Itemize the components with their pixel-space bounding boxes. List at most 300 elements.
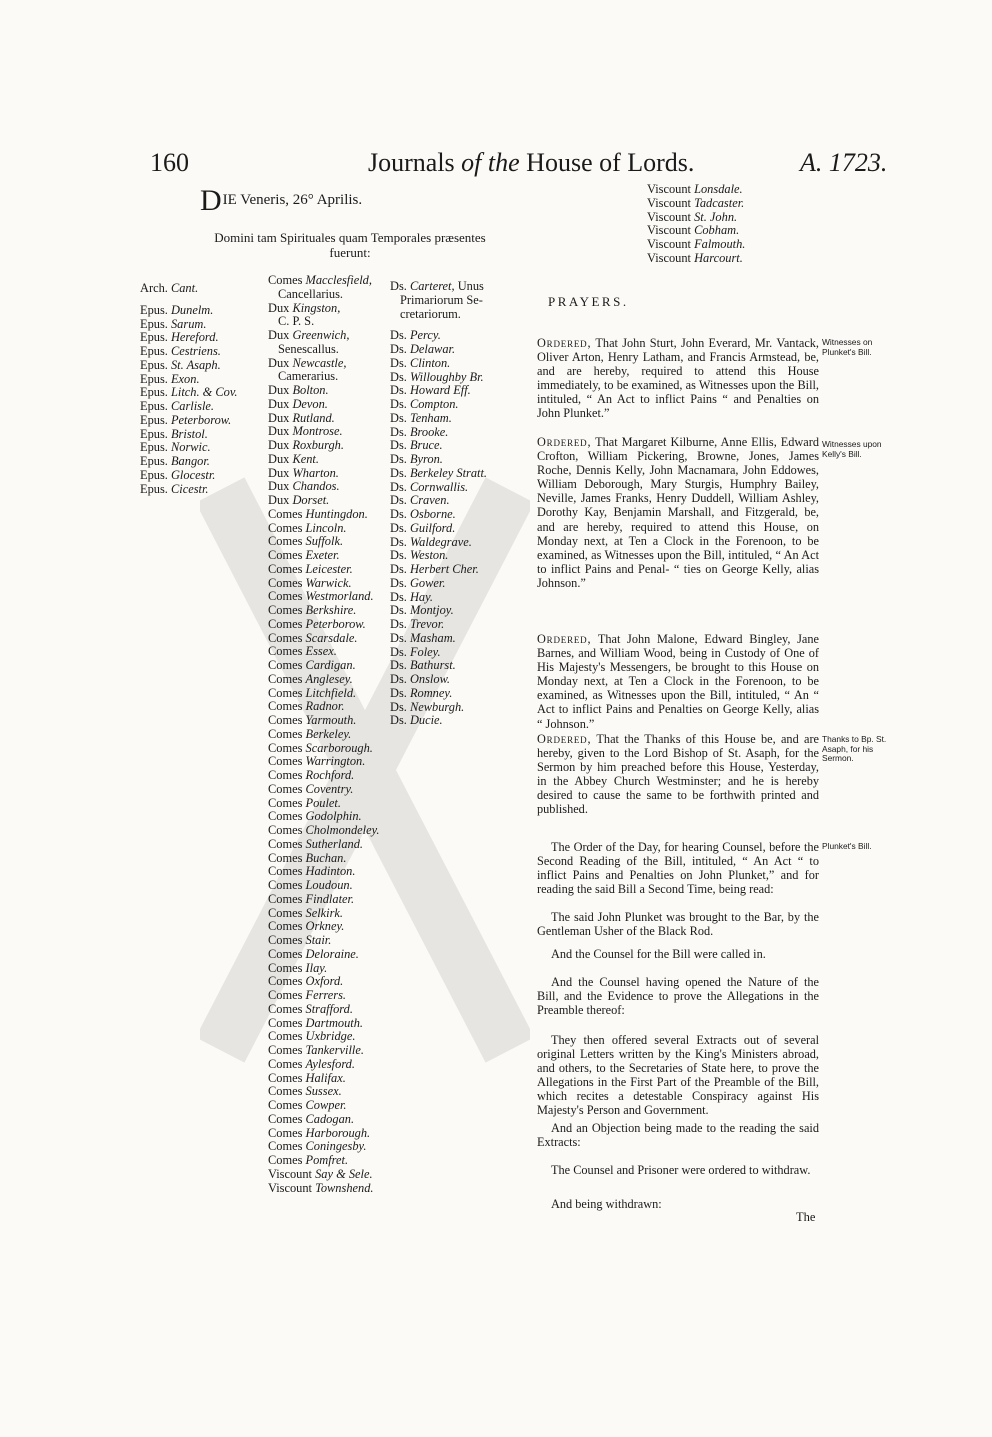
- entry-name: Percy.: [409, 328, 441, 343]
- entry-name: Yarmouth.: [305, 713, 357, 727]
- proceeding-paragraph: And an Objection being made to the reading the said Extracts:: [537, 1121, 819, 1150]
- entry-name: Buchan.: [305, 850, 347, 865]
- order-paragraph: Ordered, That John Sturt, John Everard, Mr. Vantack, Oliver Arton, Henry Latham, and Francis Armstead, be, and are hereby, required to attend this House immediately, to be examined, as Witnesses upon the Bill, intituled, “ An Act to inflict Pains “ and Penalties on John Plunket.”: [537, 336, 819, 421]
- attendance-entry: [390, 563, 487, 577]
- entry-title: Comes: [268, 960, 306, 975]
- attendance-entry: [268, 1003, 380, 1017]
- entry-name: Cant.: [170, 281, 199, 295]
- entry-name: Hereford.: [170, 330, 219, 345]
- attendance-entry: [268, 549, 380, 563]
- entry-title: Comes: [268, 1029, 306, 1044]
- entry-title: Ds.: [390, 589, 410, 604]
- entry-title: Epus.: [140, 412, 171, 427]
- entry-name: Townshend.: [315, 1180, 374, 1195]
- attendance-entry: [140, 428, 238, 442]
- entry-name: Dorset.: [292, 493, 330, 507]
- attendance-entry: [268, 480, 380, 494]
- entry-name: Exeter.: [305, 548, 340, 562]
- entry-name: Tadcaster.: [694, 195, 745, 210]
- entry-title: Viscount: [647, 250, 695, 265]
- entry-name: Hay.: [409, 589, 434, 604]
- attendance-entry: [268, 577, 380, 591]
- attendance-entry: [268, 412, 380, 426]
- attendance-entry: [390, 591, 487, 605]
- proceeding-paragraph: The Counsel and Prisoner were ordered to withdraw.: [551, 1163, 811, 1177]
- entry-name: Lincoln.: [305, 520, 347, 535]
- attendance-entry: [390, 577, 487, 591]
- entry-title: Comes: [268, 740, 306, 755]
- entry-name: Halifax.: [305, 1070, 346, 1085]
- entry-name: Kent.: [292, 451, 319, 466]
- entry-title: Comes: [268, 850, 306, 865]
- attendance-entry: [268, 742, 380, 756]
- entry-title: Ds.: [390, 479, 410, 494]
- entry-name: Clinton.: [409, 355, 451, 370]
- proceeding-paragraph: The Order of the Day, for hearing Counsel, before the Second Reading of the Bill, intituled, “ An Act “ to inflict Pains and Penalties on John Plunket,” and for reading the said Bill a Second Time, being read:: [537, 840, 819, 897]
- entry-name: Deloraine.: [305, 946, 359, 961]
- entry-title: Comes: [268, 933, 306, 947]
- entry-name: Bristol.: [170, 426, 208, 441]
- proceeding-paragraph: And being withdrawn:: [551, 1197, 662, 1211]
- proceeding-paragraph: The said John Plunket was brought to the Bar, by the Gentleman Usher of the Black Rod.: [537, 910, 819, 939]
- attendance-entry: [140, 304, 238, 318]
- margin-note: Witnesses upon Kelly's Bill.: [822, 439, 882, 459]
- entry-title: Ds.: [390, 520, 410, 535]
- entry-title: Comes: [268, 658, 306, 672]
- entry-title: Comes: [268, 864, 306, 879]
- attendance-column-peers: [268, 274, 380, 1195]
- entry-name: Trevor.: [409, 617, 445, 631]
- attendance-entry: [390, 673, 487, 687]
- entry-title: Senescallus.: [278, 341, 339, 356]
- entry-name: Chandos.: [292, 479, 340, 494]
- entry-title: Dux: [268, 451, 293, 466]
- entry-title: Epus.: [140, 371, 171, 386]
- entry-title: Primariorum Se-: [400, 292, 483, 307]
- order-paragraph: Ordered, That Margaret Kilburne, Anne Ellis, Edward Crofton, William Pickering, Browne, Jones, James Roche, Dennis Kelly, John Macnamara, John Eddowes, William Deborough, Mary Sturgis, Humphry Bailey, Neville, James Franks, Henry Duddell, William Ashley, Dorothy Kay, Benjamin Marshall, and Fitzgerald, be, and are hereby, required to attend this House, on Monday next, at Ten a Clock in the Forenoon, to be examined, as Witnesses upon the Bill, intituled, “ An Act to inflict Pains and Penal- “ ties on George Kelly, alias Johnson.”: [537, 435, 819, 590]
- attendance-entry: [268, 563, 380, 577]
- entry-name: Falmouth.: [694, 237, 746, 251]
- entry-name: Craven.: [409, 493, 450, 508]
- entry-title: Comes: [268, 891, 306, 906]
- attendance-entry: [390, 659, 487, 673]
- entry-name: Huntingdon.: [305, 506, 368, 521]
- attendance-entry: [268, 1127, 380, 1141]
- entry-name: Orkney.: [305, 919, 345, 934]
- entry-title: Comes: [268, 974, 306, 989]
- entry-name: Scarborough.: [305, 740, 373, 755]
- entry-name: Glocestr.: [170, 467, 216, 482]
- attendance-entry: [268, 893, 380, 907]
- attendance-entry: [140, 359, 238, 373]
- entry-name: Radnor.: [305, 699, 345, 714]
- attendance-entry: [390, 618, 487, 632]
- entry-name: Osborne.: [409, 507, 456, 521]
- entry-title: Viscount: [268, 1180, 316, 1195]
- entry-title: Comes: [268, 548, 306, 562]
- attendance-column-bishops: [140, 282, 238, 496]
- entry-name: Uxbridge.: [305, 1029, 356, 1044]
- entry-title: Epus.: [140, 344, 171, 358]
- entry-title: Comes: [268, 1111, 306, 1126]
- entry-title: Comes: [268, 781, 306, 796]
- attendance-entry: [268, 508, 380, 522]
- attendance-entry: [268, 1017, 380, 1031]
- attendance-entry: [268, 920, 380, 934]
- attendance-entry: [390, 522, 487, 536]
- attendance-entry: [268, 1072, 380, 1086]
- attendance-entry: [140, 483, 238, 497]
- entry-name: Sussex.: [305, 1084, 342, 1099]
- entry-title: Ds.: [390, 575, 410, 590]
- attendance-entry: [268, 343, 380, 357]
- entry-name: Ferrers.: [305, 988, 347, 1002]
- prayers-heading: PRAYERS.: [548, 294, 629, 309]
- attendance-entry: [268, 1168, 380, 1182]
- entry-title: Viscount: [647, 223, 695, 238]
- entry-title: Ds.: [390, 548, 410, 563]
- entry-name: Compton.: [409, 397, 459, 411]
- entry-title: Dux: [268, 438, 293, 452]
- entry-title: Comes: [268, 905, 306, 920]
- attendance-entry: [268, 590, 380, 604]
- entry-name: Romney.: [409, 685, 453, 700]
- entry-name: Foley.: [409, 644, 441, 659]
- entry-name: Cobham.: [694, 223, 740, 238]
- entry-title: Viscount: [647, 182, 695, 196]
- entry-name: Loudoun.: [305, 878, 353, 892]
- entry-title: Comes: [268, 988, 306, 1002]
- entry-title: Ds.: [390, 397, 410, 411]
- margin-note: Thanks to Bp. St. Asaph, for his Sermon.: [822, 734, 887, 763]
- entry-name: Roxburgh.: [292, 438, 344, 452]
- entry-name: Rochford.: [305, 768, 355, 782]
- attendance-entry: [390, 549, 487, 563]
- entry-name: Ducie.: [409, 713, 443, 728]
- entry-name: Montjoy.: [409, 603, 454, 618]
- entry-name: Rutland.: [292, 410, 335, 425]
- entry-title: Epus.: [140, 454, 171, 468]
- entry-name: Onslow.: [409, 672, 451, 686]
- entry-name: Cornwallis.: [409, 479, 469, 494]
- date-line: DIE Veneris, 26° Aprilis.: [200, 184, 363, 217]
- attendance-entry: [268, 632, 380, 646]
- attendance-entry: [268, 700, 380, 714]
- attendance-entry: [268, 645, 380, 659]
- margin-note: Witnesses on Plunket's Bill.: [822, 337, 873, 357]
- entry-name: Litchfield.: [305, 685, 357, 700]
- attendance-entry: [647, 183, 745, 197]
- attendance-entry: [647, 224, 745, 238]
- attendance-entry: [268, 618, 380, 632]
- entry-title: Dux: [268, 396, 293, 411]
- entry-name: Strafford.: [305, 1001, 353, 1016]
- entry-name: Stair.: [305, 933, 332, 947]
- entry-name: Greenwich,: [292, 328, 350, 342]
- entry-title: Comes: [268, 795, 306, 810]
- entry-title: Dux: [268, 383, 293, 397]
- proceeding-paragraph: They then offered several Extracts out of several original Letters written by the King's Ministers abroad, and others, to the Secretaries of State here, to prove the Allegations in the First Part of the Preamble of the Bill, which recites a detestable Conspiracy against His Majesty's Person and Government.: [537, 1033, 819, 1118]
- entry-title: Comes: [268, 809, 306, 824]
- entry-name: Wharton.: [292, 465, 339, 480]
- entry-name: Tankerville.: [305, 1043, 364, 1057]
- attendance-entry: [268, 989, 380, 1003]
- entry-name: Westmorland.: [305, 589, 374, 604]
- entry-title: Ds.: [390, 369, 410, 384]
- attendance-entry: [390, 426, 487, 440]
- entry-name: Newcastle,: [292, 355, 347, 370]
- entry-name: Cowper.: [305, 1098, 347, 1112]
- attendance-entry: [390, 371, 487, 385]
- entry-title: Dux: [268, 300, 293, 315]
- attendance-entry: [390, 343, 487, 357]
- attendance-entry: [268, 1182, 380, 1196]
- entry-title: Comes: [268, 1098, 306, 1112]
- entry-title: Viscount: [647, 209, 695, 224]
- entry-title: Comes: [268, 1056, 306, 1071]
- proceeding-paragraph: And the Counsel for the Bill were called in.: [551, 947, 766, 961]
- entry-title: Epus.: [140, 302, 171, 317]
- attendance-entry: [647, 252, 745, 266]
- entry-title: Ds.: [390, 507, 410, 521]
- entry-title: Comes: [268, 630, 306, 645]
- entry-title: Ds.: [390, 355, 410, 370]
- attendance-entry: [140, 455, 238, 469]
- entry-name: Carlisle.: [170, 399, 215, 413]
- entry-title: Epus.: [140, 316, 171, 331]
- entry-name: Kingston,: [292, 300, 341, 315]
- entry-name: Newburgh.: [409, 699, 465, 714]
- entry-name: Leicester.: [305, 561, 353, 576]
- entry-name: Bruce.: [409, 438, 443, 453]
- entry-name: Exon.: [170, 371, 200, 386]
- entry-name: St. John.: [694, 209, 738, 224]
- attendance-entry: [268, 1030, 380, 1044]
- entry-name: St. Asaph.: [170, 357, 221, 372]
- entry-name: Hadinton.: [305, 864, 356, 879]
- entry-name: Scarsdale.: [305, 630, 358, 645]
- attendance-entry: [268, 604, 380, 618]
- attendance-entry: [268, 879, 380, 893]
- entry-name: Peterborow.: [305, 616, 366, 631]
- entry-title: Comes: [268, 946, 306, 961]
- attendance-entry: [140, 373, 238, 387]
- attendance-entry: [390, 294, 487, 308]
- attendance-entry: [268, 1140, 380, 1154]
- attendance-column-barons: [390, 280, 487, 728]
- entry-title: Comes: [268, 1125, 306, 1140]
- entry-name: Cardigan.: [305, 658, 356, 672]
- entry-name: Coventry.: [305, 781, 354, 796]
- year-heading: A. 1723.: [800, 148, 888, 177]
- entry-title: Ds.: [390, 685, 410, 700]
- entry-name: Bangor.: [170, 454, 210, 468]
- entry-title: Epus.: [140, 385, 171, 400]
- entry-title: Ds.: [390, 534, 410, 549]
- attendance-entry: [268, 659, 380, 673]
- entry-title: Dux: [268, 355, 293, 370]
- entry-title: Comes: [268, 726, 306, 741]
- entry-name: Byron.: [409, 452, 443, 466]
- entry-title: Ds.: [390, 328, 410, 343]
- attendance-entry: [390, 280, 487, 294]
- entry-name: Berkeley.: [305, 726, 352, 741]
- entry-name: Devon.: [292, 396, 328, 411]
- entry-suffix: Unus: [454, 279, 484, 293]
- entry-name: Sutherland.: [305, 836, 364, 851]
- entry-title: Dux: [268, 465, 293, 480]
- attendance-entry: [140, 345, 238, 359]
- entry-title: Ds.: [390, 383, 410, 398]
- entry-name: Waldegrave.: [409, 534, 472, 549]
- attendance-entry: [140, 386, 238, 400]
- order-paragraph: Ordered, That John Malone, Edward Bingley, Jane Barnes, and William Wood, being in Custody of One of His Majesty's Messengers, be brought to this House on Monday next, at Ten a Clock in the Forenoon, to be examined, as Witnesses upon the Bill, intituled, “ An “ Act to inflict Pains and Penalties on George Kelly, alias “ Johnson.”: [537, 632, 819, 731]
- entry-name: Anglesey.: [305, 671, 353, 686]
- attendance-entry: [268, 687, 380, 701]
- entry-title: Ds.: [390, 279, 410, 293]
- attendance-entry: [390, 439, 487, 453]
- entry-name: Weston.: [409, 548, 449, 563]
- attendance-entry: [268, 962, 380, 976]
- entry-name: Godolphin.: [305, 809, 362, 824]
- entry-name: Dartmouth.: [305, 1015, 364, 1030]
- entry-title: Comes: [268, 589, 306, 604]
- entry-title: Comes: [268, 823, 306, 837]
- entry-name: Poulet.: [305, 795, 341, 810]
- entry-title: Comes: [268, 699, 306, 714]
- attendance-heading: Domini tam Spirituales quam Temporales præsentes fuerunt:: [214, 230, 486, 260]
- entry-title: Dux: [268, 410, 293, 425]
- entry-name: Guilford.: [409, 520, 456, 535]
- entry-name: Coningesby.: [305, 1139, 367, 1154]
- entry-title: Ds.: [390, 452, 410, 466]
- attendance-entry: [140, 331, 238, 345]
- attendance-entry: [390, 481, 487, 495]
- entry-name: Say & Sele.: [315, 1166, 373, 1181]
- entry-name: Montrose.: [292, 424, 343, 439]
- attendance-entry: [268, 494, 380, 508]
- attendance-entry: [390, 384, 487, 398]
- entry-name: Tenham.: [409, 410, 452, 425]
- attendance-entry: [390, 412, 487, 426]
- attendance-entry: [268, 288, 380, 302]
- entry-title: Epus.: [140, 357, 171, 372]
- attendance-entry: [140, 282, 238, 296]
- attendance-entry: [268, 948, 380, 962]
- attendance-entry: [647, 238, 745, 252]
- entry-name: Harborough.: [305, 1125, 371, 1140]
- entry-name: Litch. & Cov.: [170, 385, 238, 400]
- entry-name: Macclesfield,: [305, 273, 372, 287]
- attendance-entry: [268, 728, 380, 742]
- entry-title: Comes: [268, 754, 306, 769]
- attendance-entry: [390, 357, 487, 371]
- attendance-entry: [390, 687, 487, 701]
- attendance-entry: [268, 302, 380, 316]
- entry-title: Ds.: [390, 493, 410, 508]
- entry-title: Ds.: [390, 658, 410, 673]
- attendance-entry: [390, 632, 487, 646]
- attendance-entry: [140, 318, 238, 332]
- attendance-entry: [268, 975, 380, 989]
- attendance-entry: [268, 824, 380, 838]
- entry-title: Epus.: [140, 440, 171, 455]
- order-paragraph: Ordered, That the Thanks of this House be, and are hereby, given to the Lord Bishop of St. Asaph, for the Sermon by him preached before this House, Yesterday, in the Abbey Church Westminster; and he is hereby desired to cause the same to be forthwith printed and published.: [537, 732, 819, 817]
- entry-title: Comes: [268, 1015, 306, 1030]
- entry-name: Oxford.: [305, 974, 344, 989]
- entry-title: Ds.: [390, 672, 410, 686]
- attendance-entry: [268, 1099, 380, 1113]
- entry-name: Lonsdale.: [694, 182, 743, 196]
- entry-title: Cancellarius.: [278, 286, 344, 301]
- proceeding-paragraph: And the Counsel having opened the Nature of the Bill, and the Evidence to prove the Allegations in the Preamble thereof:: [537, 975, 819, 1018]
- entry-title: Comes: [268, 768, 306, 782]
- attendance-entry: [390, 646, 487, 660]
- entry-title: Comes: [268, 603, 306, 617]
- attendance-entry: [268, 1085, 380, 1099]
- attendance-entry: [268, 797, 380, 811]
- entry-name: Cicestr.: [170, 481, 209, 496]
- entry-name: Gower.: [409, 575, 446, 590]
- entry-title: Ds.: [390, 630, 410, 645]
- entry-title: Comes: [268, 836, 306, 851]
- entry-title: Epus.: [140, 330, 171, 345]
- attendance-entry: [390, 604, 487, 618]
- entry-name: Peterborow.: [170, 412, 232, 427]
- attendance-entry: [390, 536, 487, 550]
- attendance-entry: [268, 907, 380, 921]
- entry-title: Comes: [268, 1043, 306, 1057]
- entry-name: Warrington.: [305, 754, 366, 769]
- attendance-entry: [268, 852, 380, 866]
- attendance-entry: [268, 783, 380, 797]
- entry-title: Comes: [268, 575, 306, 590]
- entry-title: Dux: [268, 328, 293, 342]
- attendance-entry: [268, 315, 380, 329]
- attendance-entry: [390, 329, 487, 343]
- attendance-entry: [390, 398, 487, 412]
- attendance-entry: [647, 211, 745, 225]
- attendance-entry: [268, 453, 380, 467]
- attendance-entry: [268, 838, 380, 852]
- attendance-entry: [268, 535, 380, 549]
- entry-title: Epus.: [140, 481, 171, 496]
- page-number: 160: [150, 148, 189, 177]
- attendance-entry: [390, 453, 487, 467]
- entry-name: Bathurst.: [409, 658, 456, 673]
- entry-title: Comes: [268, 685, 306, 700]
- attendance-entry: [268, 1058, 380, 1072]
- entry-title: Ds.: [390, 617, 410, 631]
- attendance-entry: [390, 701, 487, 715]
- entry-title: Ds.: [390, 424, 410, 439]
- entry-title: Comes: [268, 919, 306, 934]
- entry-title: Ds.: [390, 603, 410, 618]
- attendance-entry: [268, 673, 380, 687]
- attendance-entry: [268, 714, 380, 728]
- entry-name: Norwic.: [170, 440, 211, 455]
- attendance-entry: [647, 197, 745, 211]
- entry-name: Essex.: [305, 644, 337, 659]
- entry-name: Aylesford.: [305, 1056, 355, 1071]
- entry-title: Viscount: [647, 195, 695, 210]
- entry-title: Ds.: [390, 562, 410, 576]
- entry-title: C. P. S.: [278, 314, 315, 329]
- entry-title: Viscount: [647, 237, 695, 251]
- entry-title: Epus.: [140, 399, 171, 413]
- entry-title: Dux: [268, 493, 293, 507]
- attendance-entry: [268, 934, 380, 948]
